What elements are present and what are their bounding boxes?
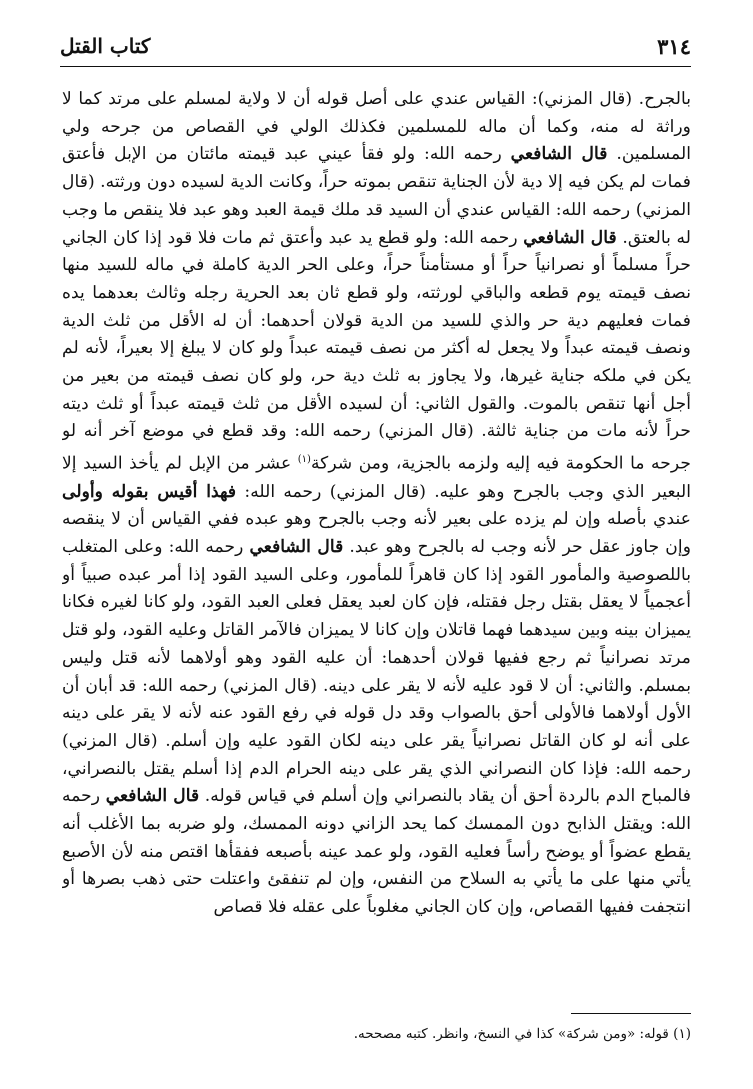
speaker-label: قال الشافعي bbox=[510, 144, 608, 165]
footnote-rule bbox=[571, 1013, 691, 1014]
speaker-label: قال الشافعي bbox=[249, 536, 344, 557]
emphasis-text: فهذا أقيس بقوله وأولى bbox=[62, 481, 237, 502]
text-segment: رحمه الله: ولو قطع يد عبد وأعتق ثم مات فلا قود إذا كان الجاني حراً مسلماً أو نصرانياً حراً أو مستأمناً حراً، وعلى الحر الدية كاملة في ماله للسيد منها نصف قيمته يوم قطعه والباقي لورثته، ولو قطع ثان بعد الحرية رجله وثالث بعدهما يده فمات فعليهم دية حر والذي للسيد من الدية قولان أحدهما: أن له الأقل من ثلث الدية ونصف قيمته عبداً ولا يجعل له أكثر من نصف قيمته عبداً ولو كان لا يبلغ إلا بعيراً، لأنه لم يكن في ملكه جناية غيرها، ولا يجاوز به ثلث دية حر، ولو كان نصف قيمته من بعير من أجل أنها تنقص بالموت. والقول الثاني: أن لسيده الأقل من ثلث قيمته عبداً أو ثلث ديته حراً لأنه مات من جناية ثالثة. (قال المزني) رحمه الله: وقد قطع في موضع آخر أنه لو جرحه ما الحكومة فيه إليه ولزمه بالجزية، ومن شركة bbox=[62, 227, 691, 474]
book-title: كتاب القتل bbox=[60, 34, 151, 58]
page-header bbox=[60, 30, 691, 64]
text-segment: بالجرح. (قال المزني): القياس عندي على أصل قوله أن لا ولاية لمسلم على مرتد كما لا وراثة له منه، وكما أن ماله للمسلمين فكذلك الولي في القصاص من جرحه ولي المسلمين. bbox=[62, 89, 691, 165]
page-number: ٣١٤ bbox=[657, 34, 691, 59]
text-segment: عندي بأصله وإن لم يزده على بعير لأنه وجب بالجرح وهو عبده ففي القياس أن لا ينقصه وإن جاوز عقل حر لأنه وجب له بالجرح وهو عبد. bbox=[62, 509, 691, 557]
footnote: (١) قوله: «ومن شركة» كذا في النسخ، وانظر. كتبه مصححه. bbox=[353, 1026, 691, 1042]
text-segment: رحمه الله: وعلى المتغلب باللصوصية والمأمور القود إذا كان قاهراً للمأمور، وعلى السيد القود إذا أمر عبده صبياً أو أعجمياً لا يعقل بقتل رجل فقتله، فإن كان لعبد يعقل فعلى العبد القود، ولو كانا لغيره فكانا يميزان بينه وبين سيدهما فهما قاتلان وإن كانا لا يميزان فالآمر القاتل وعليه القود، ولو قتل مرتد نصرانياً ثم رجع ففيها قولان أحدهما: أن عليه القود وهو أولاهما لأنه قتل وليس بمسلم. والثاني: أن لا قود عليه لأنه لا يقر على دينه. (قال المزني) رحمه الله: قد أبان أن الأول أولاهما فالأولى أحق بالصواب وقد دل قوله في رفع القود عنه لأنه لا يقر على دينه على أنه لو كان القاتل نصرانياً يقر على دينه لكان القود عليه وإن أسلم. (قال المزني) رحمه الله: فإذا كان النصراني الذي يقر على دينه الحرام الدم إذا أسلم يقتل بالنصراني، فالمباح الدم بالردة أحق أن يقاد بالنصراني وإن أسلم في قياس قوله. bbox=[62, 536, 691, 807]
text-segment: عشر من الإبل لم يأخذ السيد إلا البعير الذي وجب بالجرح وهو عليه. (قال المزني) رحمه الله: bbox=[62, 453, 691, 502]
speaker-label: قال الشافعي bbox=[523, 227, 617, 248]
speaker-label: قال الشافعي bbox=[105, 786, 200, 807]
text-segment: رحمه الله: ويقتل الذابح دون الممسك كما يحد الزاني دونه الممسك، ولو ضربه بما الأغلب أنه يقطع عضواً أو يوضح رأساً فعليه القود، ولو عمد عينه بأصبعه ففقأها اقتص منه لأن الأصبع يأتي منها على ما يأتي به السلاح من النفس، وإن لم تنفقئ واعتلت حتى ذهب بصرها أو انتجفت ففيها القصاص، وإن كان الجاني مغلوباً على عقله فلا قصاص bbox=[62, 786, 691, 918]
body-text bbox=[62, 86, 691, 976]
text-segment: رحمه الله: ولو فقأ عيني عبد قيمته مائتان من الإبل فأعتق فمات لم يكن فيه إلا دية لأن الجناية تنقص بموته حراً، وكانت الدية لسيده دون ورثته. (قال المزني) رحمه الله: القياس عندي أن السيد قد ملك قيمة العبد وهو عبد فلا ينقص ما وجب له بالعتق. bbox=[62, 144, 691, 248]
footnote-reference: (١) bbox=[297, 454, 311, 466]
header-rule bbox=[60, 66, 691, 67]
